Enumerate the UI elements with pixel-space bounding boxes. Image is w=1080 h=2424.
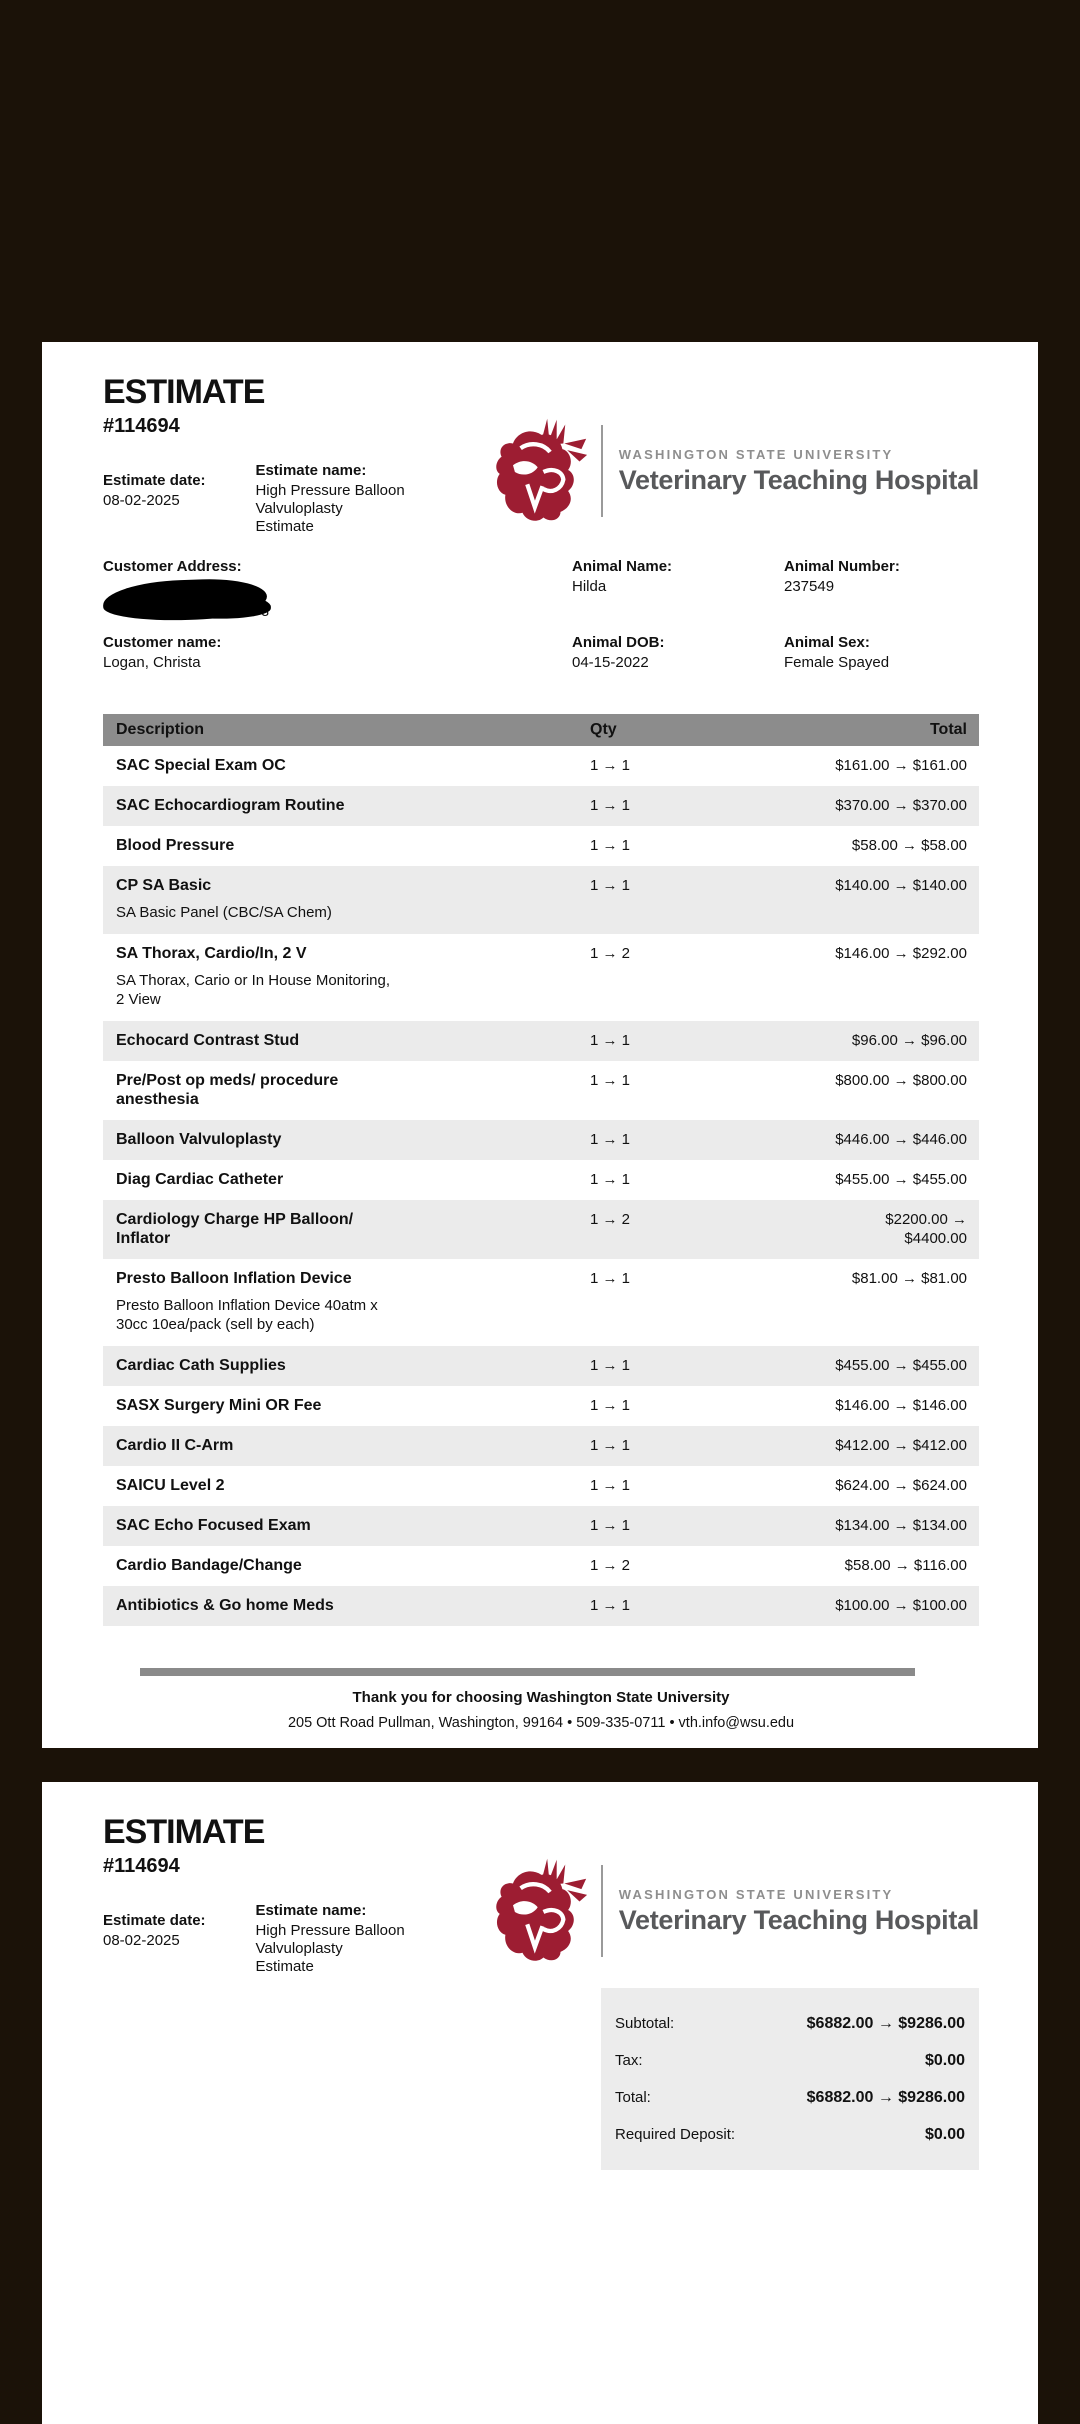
item-name: SAC Echo Focused Exam [116,1517,311,1534]
brand-university: WASHINGTON STATE UNIVERSITY [618,446,894,462]
animal-name-label: Animal Name: [572,558,673,575]
table-row [103,1466,979,1506]
estimate-name-line: Estimate [255,1958,314,1975]
item-total [770,1556,979,1575]
item-qty: 1 → 1 [590,1032,631,1049]
item-total-line: $100.00 → $100.00 [835,1597,967,1614]
item-name: Cardio Bandage/Change [116,1557,302,1574]
item-qty: 1 → 1 [590,757,631,774]
totals-label: Tax: [615,2052,643,2069]
item-qty: 1 → 1 [590,1270,631,1287]
table-row [103,1259,979,1346]
table-row [103,1586,979,1626]
item-sub-description [116,1296,590,1334]
item-description-cell [103,1556,590,1575]
item-description-cell [103,836,590,855]
totals-row [615,2116,965,2153]
footer-thank-you: Thank you for choosing Washington State University [352,1689,730,1706]
item-name: SAC Echocardiogram Routine [116,797,345,814]
item-description-cell [103,756,590,775]
item-name: Presto Balloon Inflation Device [116,1270,352,1287]
hospital-brand [494,1857,979,1965]
customer-animal-info [103,558,979,674]
animal-sex-label: Animal Sex: [784,634,870,651]
item-qty: 1 → 1 [590,837,631,854]
item-description-cell [103,1356,590,1375]
item-total [770,1210,979,1248]
item-total [770,1130,979,1149]
item-description-cell [103,876,590,922]
item-description-cell [103,944,590,1009]
item-name: Diag Cardiac Catheter [116,1171,284,1188]
item-total [770,1170,979,1189]
item-description-cell [103,1516,590,1535]
item-description-cell [103,1170,590,1189]
table-row [103,826,979,866]
item-description-cell [103,1396,590,1415]
animal-sex-value: Female Spayed [784,654,890,671]
footer-divider-bar [140,1668,915,1676]
item-sub-description [116,971,590,1009]
item-total [770,1269,979,1334]
item-sub-description-line: SA Basic Panel (CBC/SA Chem) [116,904,332,921]
estimate-date-block [103,1912,255,1950]
table-row [103,1346,979,1386]
animal-sex-block [784,634,979,674]
item-total [770,1031,979,1050]
item-qty: 1 → 1 [590,1072,631,1089]
estimate-page-2 [42,1782,1038,2424]
item-description-cell [103,1071,590,1109]
brand-text [619,1887,979,1936]
wsu-cougar-logo-icon [494,417,589,525]
column-header-total: Total [929,721,967,738]
item-sub-description [116,903,590,922]
item-qty: 1 → 1 [590,1437,631,1454]
totals-row [615,2042,965,2079]
brand-department: Veterinary Teaching Hospital [618,464,979,495]
table-body [103,746,979,1626]
item-sub-description-line: 30cc 10ea/pack (sell by each) [116,1316,315,1333]
footer-address: 205 Ott Road Pullman, Washington, 99164 • 509-335-0711 • vth.info@wsu.edu [287,1715,795,1731]
totals-value: $6882.00 → $9286.00 [806,2015,965,2032]
animal-name-block [572,558,784,622]
item-description-cell [103,1596,590,1615]
page-title: ESTIMATE [103,373,265,411]
table-row [103,1021,979,1061]
table-row [103,866,979,934]
animal-dob-value: 04-15-2022 [572,654,649,671]
estimate-name-line: High Pressure Balloon Valvuloplasty [255,1922,405,1957]
totals-value: $0.00 [924,2052,965,2069]
item-total-line: $58.00 → $58.00 [851,837,967,854]
item-name: Pre/Post op meds/ procedure [116,1072,339,1089]
item-qty: 1 → 1 [590,1357,631,1374]
brand-text [619,447,979,496]
item-name: SA Thorax, Cardio/In, 2 V [116,945,307,962]
item-total [770,1516,979,1535]
item-sub-description-line: SA Thorax, Cario or In House Monitoring, [116,972,391,989]
item-total-line: $455.00 → $455.00 [835,1171,967,1188]
item-sub-description-line: Presto Balloon Inflation Device 40atm x [116,1297,378,1314]
item-total-line: $58.00 → $116.00 [844,1557,967,1574]
estimate-date-value: 08-02-2025 [103,1932,180,1949]
item-total-line: $140.00 → $140.00 [835,877,967,894]
item-qty: 1 → 1 [590,1517,631,1534]
estimate-date-label: Estimate date: [103,472,206,489]
estimate-name-label: Estimate name: [255,1902,367,1919]
brand-divider [601,425,603,517]
customer-name-block [103,634,572,674]
estimate-date-block [103,472,255,510]
item-total-line: $146.00 → $146.00 [835,1397,967,1414]
animal-name-value: Hilda [572,578,607,595]
estimate-meta [103,1886,979,1976]
item-total [770,944,979,1009]
item-total-line: $412.00 → $412.00 [835,1437,967,1454]
estimate-date-value: 08-02-2025 [103,492,180,509]
item-total-line: $624.00 → $624.00 [835,1477,967,1494]
customer-name-label: Customer name: [103,634,222,651]
item-name: Inflator [116,1230,171,1247]
estimate-name-line: Estimate [255,518,314,535]
table-row [103,786,979,826]
item-total-line: $4400.00 [904,1230,967,1247]
item-name: CP SA Basic [116,877,212,894]
item-qty: 1 → 1 [590,1397,631,1414]
item-name: SAICU Level 2 [116,1477,225,1494]
item-name: Cardio II C-Arm [116,1437,234,1454]
column-header-description: Description [116,721,205,738]
animal-dob-label: Animal DOB: [572,634,665,651]
table-row [103,1200,979,1259]
item-qty: 1 → 2 [590,1211,631,1228]
table-row [103,1120,979,1160]
brand-divider [601,1865,603,1957]
item-name: Cardiology Charge HP Balloon/ [116,1211,354,1228]
animal-number-block [784,558,979,622]
item-qty: 1 → 1 [590,1477,631,1494]
estimate-number: #114694 [103,415,180,437]
totals-label: Subtotal: [615,2015,675,2032]
item-total [770,1396,979,1415]
item-name: Blood Pressure [116,837,235,854]
item-total-line: $146.00 → $292.00 [835,945,967,962]
item-total-line: $455.00 → $455.00 [835,1357,967,1374]
item-total-line: $446.00 → $446.00 [835,1131,967,1148]
page-footer [103,1668,979,1748]
item-name: SAC Special Exam OC [116,757,286,774]
table-row [103,1386,979,1426]
estimate-meta [103,446,979,536]
table-row [103,1160,979,1200]
item-total [770,756,979,775]
table-row [103,1426,979,1466]
item-qty: 1 → 1 [590,1131,631,1148]
customer-address-label: Customer Address: [103,558,242,575]
item-total-line: $81.00 → $81.00 [851,1270,967,1287]
estimate-name-line: High Pressure Balloon Valvuloplasty [255,482,405,517]
item-sub-description-line: 2 View [116,991,161,1008]
item-total [770,1596,979,1615]
item-name: Antibiotics & Go home Meds [116,1597,334,1614]
estimate-date-label: Estimate date: [103,1912,206,1929]
table-header-row [103,714,979,746]
item-name: anesthesia [116,1091,199,1108]
item-qty: 1 → 2 [590,1557,631,1574]
item-description-cell [103,1130,590,1149]
estimate-page-1 [42,342,1038,1748]
item-total [770,1356,979,1375]
item-qty: 1 → 1 [590,877,631,894]
item-total [770,876,979,922]
totals-row [615,2079,965,2116]
item-name: Echocard Contrast Stud [116,1032,300,1049]
item-total-line: $96.00 → $96.00 [851,1032,967,1049]
item-total-line: $134.00 → $134.00 [835,1517,967,1534]
item-description-cell [103,1476,590,1495]
item-description-cell [103,1269,590,1334]
estimate-name-block [255,462,493,536]
table-row [103,746,979,786]
item-qty: 1 → 1 [590,1171,631,1188]
table-row [103,1546,979,1586]
customer-address-block [103,558,572,622]
wsu-cougar-logo-icon [494,1857,589,1965]
totals-value: $6882.00 → $9286.00 [806,2089,965,2106]
customer-name-value: Logan, Christa [103,654,201,671]
item-name: Balloon Valvuloplasty [116,1131,282,1148]
item-qty: 1 → 1 [590,1597,631,1614]
item-total-line: $370.00 → $370.00 [835,797,967,814]
item-description-cell [103,796,590,815]
totals-label: Required Deposit: [615,2126,736,2143]
totals-summary-box [601,1988,979,2170]
brand-university: WASHINGTON STATE UNIVERSITY [618,1886,894,1902]
item-description-cell [103,1210,590,1248]
line-items-table [103,714,979,1626]
item-qty: 1 → 1 [590,797,631,814]
animal-dob-block [572,634,784,674]
item-description-cell [103,1436,590,1455]
item-total [770,836,979,855]
page-title: ESTIMATE [103,1813,265,1851]
item-total [770,1476,979,1495]
hospital-brand [494,417,979,525]
item-name: SASX Surgery Mini OR Fee [116,1397,322,1414]
estimate-number: #114694 [103,1855,180,1877]
item-total [770,796,979,815]
estimate-name-block [255,1902,493,1976]
item-total-line: $800.00 → $800.00 [835,1072,967,1089]
table-row [103,1061,979,1120]
animal-number-label: Animal Number: [784,558,900,575]
animal-number-value: 237549 [784,578,835,595]
item-qty: 1 → 2 [590,945,631,962]
item-name: Cardiac Cath Supplies [116,1357,286,1374]
item-total [770,1071,979,1109]
table-row [103,934,979,1021]
totals-label: Total: [615,2089,651,2106]
item-total-line: $2200.00 → [885,1211,967,1228]
table-row [103,1506,979,1546]
brand-department: Veterinary Teaching Hospital [618,1904,979,1935]
totals-row [615,2005,965,2042]
column-header-qty: Qty [590,721,617,738]
redacted-address [103,580,271,622]
item-total-line: $161.00 → $161.00 [835,757,967,774]
totals-value: $0.00 [924,2126,965,2143]
item-description-cell [103,1031,590,1050]
estimate-name-label: Estimate name: [255,462,367,479]
item-total [770,1436,979,1455]
